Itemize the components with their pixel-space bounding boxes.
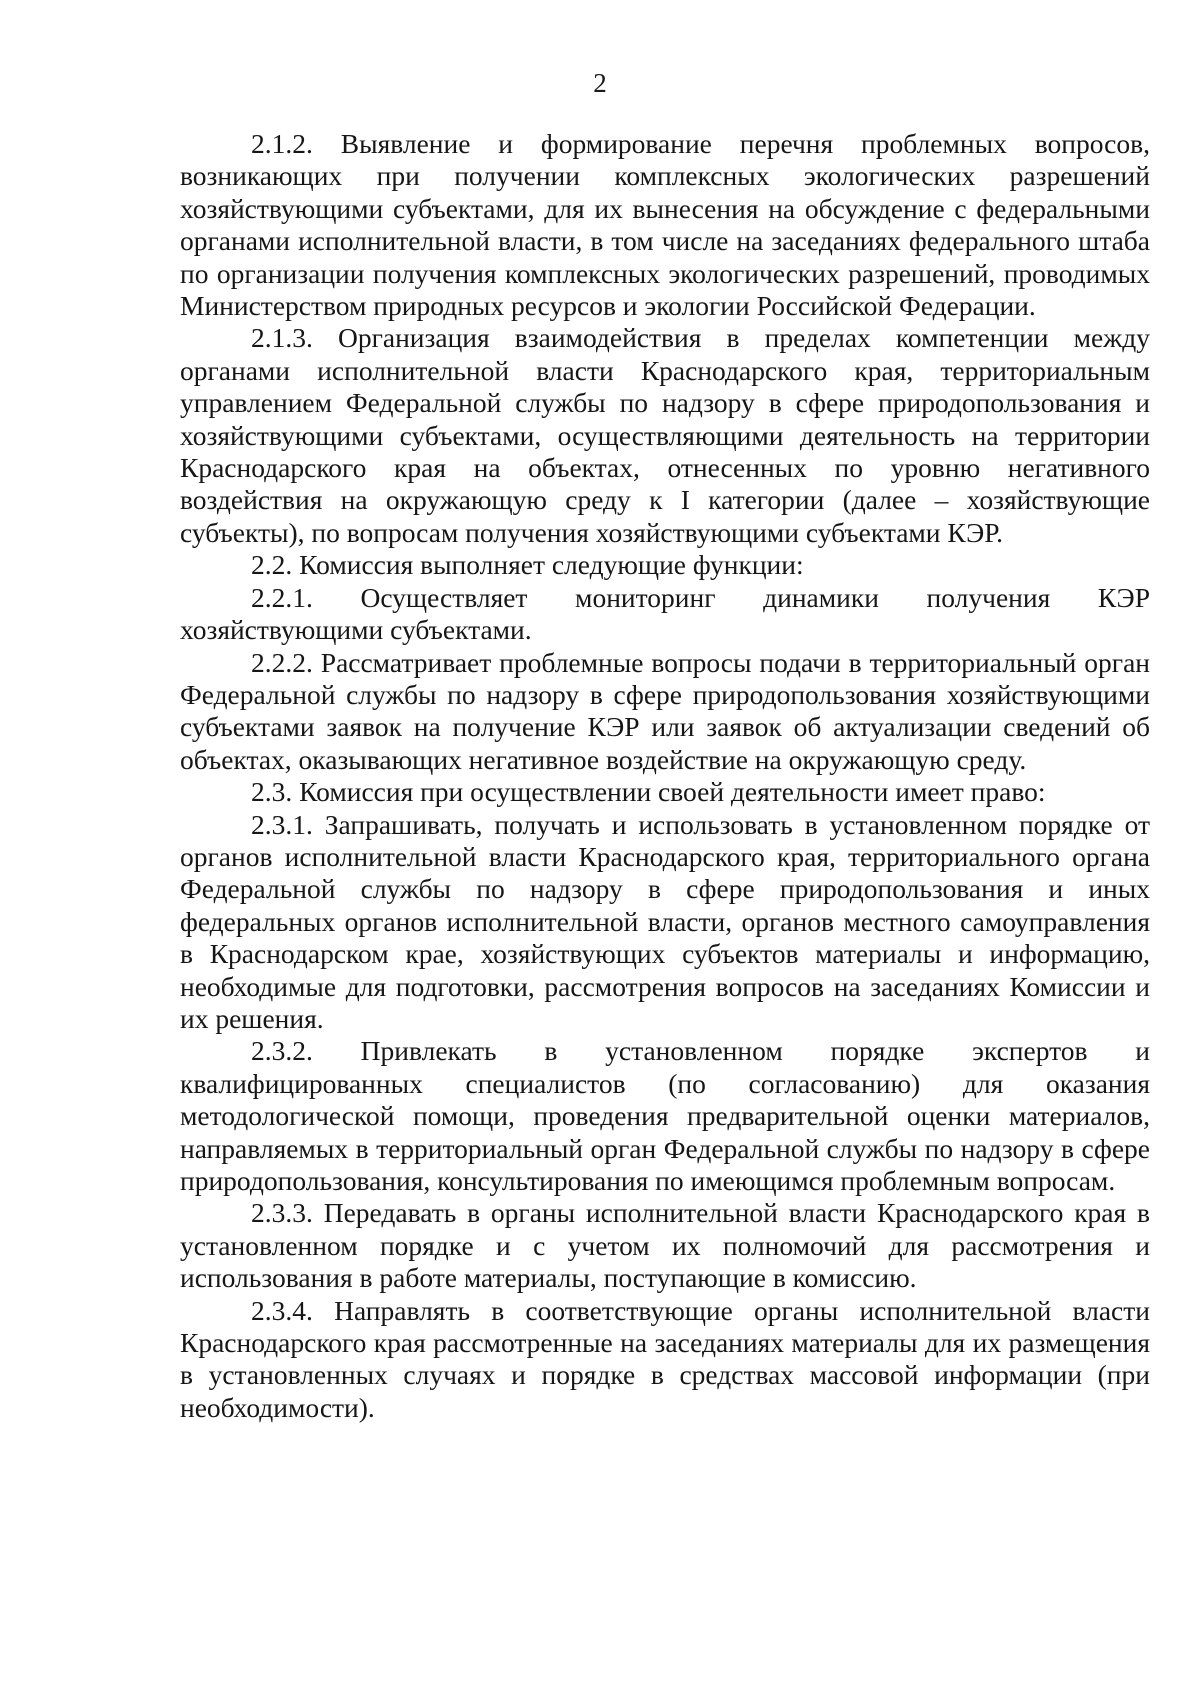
- paragraph-2-3-2: 2.3.2. Привлекать в установленном порядке экспертов и квалифицированных специалистов (по согласованию) для оказания методологической помощи, проведения предварительной оценки материалов, направляемых в территориальный орган Федеральной службы по надзору в сфере природопользования, консультирования по имеющимся проблемным вопросам.: [180, 1035, 1150, 1196]
- paragraph-2-1-2: 2.1.2. Выявление и формирование перечня проблемных вопросов, возникающих при получении комплексных экологических разрешений хозяйствующими субъектами, для их вынесения на обсуждение с федеральными органами исполнительной власти, в том числе на заседаниях федерального штаба по организации получения комплексных экологических разрешений, проводимых Министерством природных ресурсов и экологии Российской Федерации.: [180, 128, 1150, 322]
- paragraph-2-3: 2.3. Комиссия при осуществлении своей деятельности имеет право:: [251, 776, 1046, 808]
- paragraph-2-3-3: 2.3.3. Передавать в органы исполнительной власти Краснодарского края в установленном порядке и с учетом их полномочий для рассмотрения и использования в работе материалы, поступающие в комиссию.: [180, 1197, 1150, 1294]
- paragraph-2-3-4: 2.3.4. Направлять в соответствующие органы исполнительной власти Краснодарского края рассмотренные на заседаниях материалы для их размещения в установленных случаях и порядке в средствах массовой информации (при необходимости).: [180, 1294, 1150, 1423]
- paragraph-2-1-3: 2.1.3. Организация взаимодействия в пределах компетенции между органами исполнительной власти Краснодарского края, территориальным управлением Федеральной службы по надзору в сфере природопользования и хозяйствующими субъектами, осуществляющими деятельность на территории Краснодарского края на объектах, отнесенных по уровню негативного воздействия на окружающую среду к I категории (далее – хозяйствующие субъекты), по вопросам получения хозяйствующими субъектами КЭР.: [180, 322, 1150, 548]
- paragraph-2-2-2: 2.2.2. Рассматривает проблемные вопросы подачи в территориальный орган Федеральной службы по надзору в сфере природопользования хозяйствующими субъектами заявок на получение КЭР или заявок об актуализации сведений об объектах, оказывающих негативное воздействие на окружающую среду.: [180, 646, 1150, 775]
- page-number: 2: [593, 68, 607, 98]
- paragraph-2-3-1: 2.3.1. Запрашивать, получать и использовать в установленном порядке от органов исполнительной власти Краснодарского края, территориального органа Федеральной службы по надзору в сфере природопользования и иных федеральных органов исполнительной власти, органов местного самоуправления в Краснодарском крае, хозяйствующих субъектов материалы и информацию, необходимые для подготовки, рассмотрения вопросов на заседаниях Комиссии и их решения.: [180, 808, 1150, 1034]
- paragraph-2-2-1: 2.2.1. Осуществляет мониторинг динамики получения КЭР хозяйствующими субъектами.: [180, 581, 1150, 646]
- document-body: [180, 128, 1150, 1424]
- paragraph-2-2: 2.2. Комиссия выполняет следующие функции:: [251, 549, 804, 581]
